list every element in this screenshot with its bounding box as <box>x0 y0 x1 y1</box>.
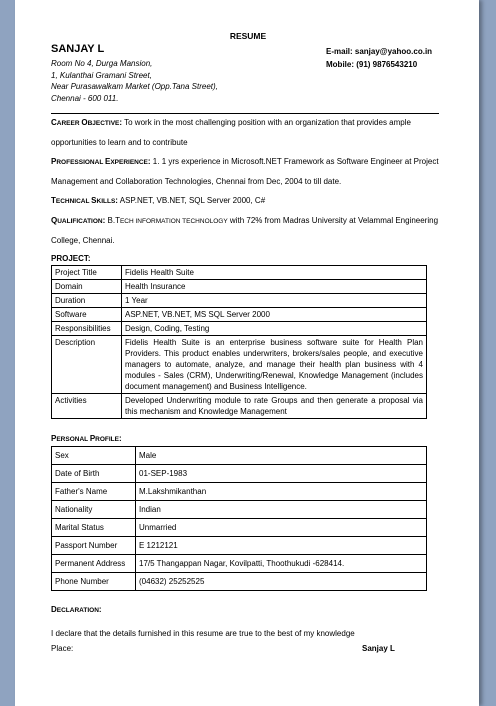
personal-profile-table <box>51 446 427 591</box>
row-value: Fidelis Health Suite is an enterprise business software suite for Health Plan Providers. This product enables underwriters, brokers/sales people, and executive managers to automate, analyze, and manage their health plan business with 4 modules - Sales (CRM), Underwriting/Renewal, Knowledge Management (includes document management) and Business Intelligence. <box>122 336 427 394</box>
address-line: Chennai - 600 011. <box>51 93 119 103</box>
experience-text: 1. 1 yrs experience in Microsoft.NET Framework as Software Engineer at Project Management and Collaboration Technologies, Chennai from Dec, 2004 to till date. <box>51 157 439 186</box>
table-row <box>52 519 427 537</box>
resume-header <box>51 43 443 113</box>
experience-label: PROFESSIONAL EXPERIENCE: <box>51 157 151 166</box>
qualification-label: QUALIFICATION: <box>51 216 106 225</box>
table-row <box>52 308 427 322</box>
declaration-text: I declare that the details furnished in this resume are true to the best of my knowledge <box>51 629 355 638</box>
project-table <box>51 265 427 419</box>
table-row <box>52 266 427 280</box>
table-row <box>52 280 427 294</box>
address-line: Room No 4, Durga Mansion, <box>51 59 153 68</box>
row-value: Health Insurance <box>122 280 427 294</box>
professional-experience <box>51 152 443 191</box>
row-value: Unmarried <box>136 519 427 537</box>
contact-info <box>326 45 432 71</box>
row-label: Activities <box>52 394 122 419</box>
row-label: Phone Number <box>52 573 136 591</box>
row-value: Developed Underwriting module to rate Groups and then generate a proposal via this mechanism and Knowledge Management <box>122 394 427 419</box>
skills-label: TECHNICAL SKILLS: <box>51 196 118 205</box>
row-label: Nationality <box>52 501 136 519</box>
qualification-text: B.TECH INFORMATION TECHNOLOGY with 72% from Madras University at Velammal Engineering College, Chennai. <box>51 216 439 245</box>
career-objective-text: To work in the most challenging position with an organization that provides ample opportunities to learn and to contribute <box>51 118 411 147</box>
table-row <box>52 294 427 308</box>
row-value: Design, Coding, Testing <box>122 322 427 336</box>
row-label: Responsibilities <box>52 322 122 336</box>
signature-name: Sanjay L <box>362 644 395 653</box>
email-text: E-mail: sanjay@yahoo.co.in <box>326 47 433 56</box>
table-row <box>52 537 427 555</box>
row-label: Permanent Address <box>52 555 136 573</box>
row-label: Date of Birth <box>52 465 136 483</box>
table-row <box>52 555 427 573</box>
row-label: Marital Status <box>52 519 136 537</box>
candidate-name: SANJAY L <box>51 43 105 55</box>
row-value: ASP.NET, VB.NET, MS SQL Server 2000 <box>122 308 427 322</box>
row-label: Software <box>52 308 122 322</box>
row-value: Indian <box>136 501 427 519</box>
document-page <box>15 0 479 706</box>
table-row <box>52 447 427 465</box>
signature-line <box>51 644 443 656</box>
place-label: Place: <box>51 644 74 653</box>
table-row <box>52 465 427 483</box>
row-label: Duration <box>52 294 122 308</box>
row-value: M.Lakshmikanthan <box>136 483 427 501</box>
row-value: 01-SEP-1983 <box>136 465 427 483</box>
personal-profile-heading: PERSONAL PROFILE: <box>51 434 122 443</box>
row-value: 17/5 Thangappan Nagar, Kovilpatti, Thoothukudi -628414. <box>136 555 427 573</box>
technical-skills <box>51 191 443 211</box>
table-row <box>52 322 427 336</box>
career-objective-label: CAREER OBJECTIVE: <box>51 118 123 127</box>
row-value: (04632) 25252525 <box>136 573 427 591</box>
table-row <box>52 483 427 501</box>
resume-title: RESUME <box>229 31 267 41</box>
row-value: Male <box>136 447 427 465</box>
address-line: Near Purasawalkam Market (Opp.Tana Street), <box>51 82 218 91</box>
row-value: 1 Year <box>122 294 427 308</box>
mobile-text: Mobile: (91) 9876543210 <box>326 60 418 69</box>
table-row <box>52 394 427 419</box>
declaration-heading: DECLARATION: <box>51 605 102 614</box>
row-label: Domain <box>52 280 122 294</box>
qualification <box>51 211 443 250</box>
row-label: Father's Name <box>52 483 136 501</box>
row-label: Description <box>52 336 122 394</box>
table-row <box>52 573 427 591</box>
row-value: E 1212121 <box>136 537 427 555</box>
project-heading: PROJECT: <box>51 254 91 263</box>
row-label: Passport Number <box>52 537 136 555</box>
row-label: Sex <box>52 447 136 465</box>
table-row <box>52 336 427 394</box>
table-row <box>52 501 427 519</box>
address-line: 1, Kulanthai Gramani Street, <box>51 70 152 80</box>
career-objective <box>51 113 443 152</box>
row-label: Project Title <box>52 266 122 280</box>
candidate-address <box>51 58 218 104</box>
skills-text: ASP.NET, VB.NET, SQL Server 2000, C# <box>117 196 266 205</box>
row-value: Fidelis Health Suite <box>122 266 427 280</box>
resume-content <box>51 31 443 656</box>
